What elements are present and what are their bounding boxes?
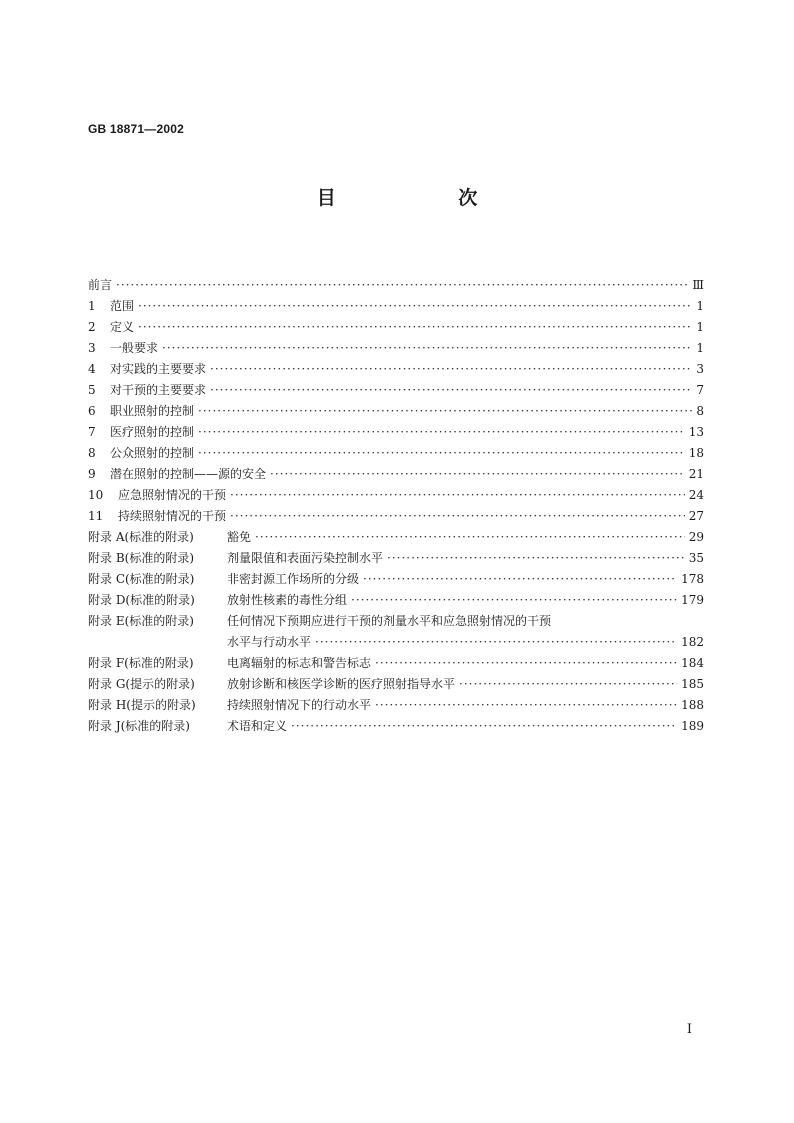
toc-page: 13 bbox=[688, 425, 704, 439]
toc-page: 35 bbox=[688, 551, 704, 565]
toc-page: 178 bbox=[681, 572, 704, 586]
dot-leader bbox=[198, 443, 685, 464]
dot-leader bbox=[255, 527, 685, 548]
toc-number: 1 bbox=[88, 299, 96, 313]
appendix-prefix: 附录 C(标准的附录) bbox=[88, 572, 195, 586]
toc-page: 18 bbox=[688, 446, 704, 460]
toc-page: 3 bbox=[696, 362, 704, 376]
toc-label: 对干预的主要要求 bbox=[110, 383, 207, 397]
toc-row-appendix[interactable] bbox=[88, 527, 704, 548]
toc-page: 8 bbox=[696, 404, 704, 418]
dot-leader bbox=[270, 464, 685, 485]
toc-row[interactable] bbox=[88, 443, 704, 464]
toc-page: 24 bbox=[688, 488, 704, 502]
appendix-prefix: 附录 H(提示的附录) bbox=[88, 698, 196, 712]
toc-label: 剂量限值和表面污染控制水平 bbox=[227, 551, 384, 565]
dot-leader bbox=[291, 716, 677, 737]
toc-page: 21 bbox=[688, 467, 704, 481]
toc-page: 179 bbox=[681, 593, 704, 607]
appendix-prefix: 附录 F(标准的附录) bbox=[88, 656, 194, 670]
toc-row[interactable] bbox=[88, 317, 704, 338]
toc-page: 189 bbox=[681, 719, 704, 733]
dot-leader bbox=[363, 569, 677, 590]
appendix-prefix: 附录 A(标准的附录) bbox=[88, 530, 194, 544]
toc-number: 2 bbox=[88, 320, 96, 334]
toc-page: 29 bbox=[688, 530, 704, 544]
toc-label: 放射性核素的毒性分组 bbox=[227, 593, 348, 607]
toc-row-appendix[interactable] bbox=[88, 653, 704, 674]
toc-label: 持续照射情况下的行动水平 bbox=[227, 698, 372, 712]
toc-number: 11 bbox=[88, 509, 104, 523]
toc-row-appendix-continued[interactable] bbox=[88, 632, 704, 653]
toc-page: Ⅲ bbox=[692, 278, 704, 292]
toc-label: 范围 bbox=[110, 299, 135, 313]
toc-page: 7 bbox=[696, 383, 704, 397]
toc-number: 6 bbox=[88, 404, 96, 418]
toc-label: 持续照射情况的干预 bbox=[118, 509, 227, 523]
dot-leader bbox=[375, 653, 677, 674]
table-of-contents bbox=[88, 275, 704, 737]
dot-leader bbox=[459, 674, 677, 695]
toc-row[interactable] bbox=[88, 380, 704, 401]
toc-row-appendix[interactable] bbox=[88, 674, 704, 695]
toc-page: 182 bbox=[681, 635, 704, 649]
toc-label: 一般要求 bbox=[110, 341, 159, 355]
toc-row[interactable] bbox=[88, 464, 704, 485]
toc-label: 职业照射的控制 bbox=[110, 404, 195, 418]
dot-leader bbox=[138, 296, 692, 317]
toc-label: 前言 bbox=[88, 278, 113, 292]
toc-page: 188 bbox=[681, 698, 704, 712]
appendix-prefix: 附录 B(标准的附录) bbox=[88, 551, 194, 565]
appendix-prefix: 附录 D(标准的附录) bbox=[88, 593, 195, 607]
toc-number: 3 bbox=[88, 341, 96, 355]
toc-label: 公众照射的控制 bbox=[110, 446, 195, 460]
toc-label: 应急照射情况的干预 bbox=[118, 488, 227, 502]
dot-leader bbox=[230, 506, 685, 527]
toc-page: 1 bbox=[696, 320, 704, 334]
toc-label: 定义 bbox=[110, 320, 135, 334]
toc-row[interactable] bbox=[88, 422, 704, 443]
toc-label-continued: 水平与行动水平 bbox=[227, 635, 312, 649]
toc-label: 非密封源工作场所的分级 bbox=[227, 572, 360, 586]
toc-row-appendix[interactable] bbox=[88, 590, 704, 611]
dot-leader bbox=[230, 485, 685, 506]
toc-row[interactable] bbox=[88, 275, 704, 296]
dot-leader bbox=[351, 590, 677, 611]
toc-row-appendix[interactable] bbox=[88, 716, 704, 737]
dot-leader bbox=[210, 359, 692, 380]
dot-leader bbox=[138, 317, 692, 338]
standard-code: GB 18871—2002 bbox=[88, 122, 184, 136]
toc-row[interactable] bbox=[88, 359, 704, 380]
toc-page: 184 bbox=[681, 656, 704, 670]
toc-row-appendix[interactable] bbox=[88, 611, 704, 632]
dot-leader bbox=[375, 695, 677, 716]
page-number: I bbox=[686, 1022, 692, 1037]
toc-page: 185 bbox=[681, 677, 704, 691]
appendix-prefix: 附录 E(标准的附录) bbox=[88, 614, 194, 628]
toc-row[interactable] bbox=[88, 401, 704, 422]
toc-label: 豁免 bbox=[227, 530, 252, 544]
toc-label: 电离辐射的标志和警告标志 bbox=[227, 656, 372, 670]
toc-row[interactable] bbox=[88, 485, 704, 506]
toc-number: 10 bbox=[88, 488, 104, 502]
toc-row-appendix[interactable] bbox=[88, 548, 704, 569]
toc-row-appendix[interactable] bbox=[88, 695, 704, 716]
toc-label: 放射诊断和核医学诊断的医疗照射指导水平 bbox=[227, 677, 456, 691]
page-title: 目 次 bbox=[316, 187, 536, 209]
dot-leader bbox=[116, 275, 688, 296]
toc-label: 潜在照射的控制——源的安全 bbox=[110, 467, 267, 481]
toc-label: 对实践的主要要求 bbox=[110, 362, 207, 376]
toc-page: 1 bbox=[696, 299, 704, 313]
dot-leader bbox=[210, 380, 692, 401]
appendix-prefix: 附录 J(标准的附录) bbox=[88, 719, 190, 733]
dot-leader bbox=[387, 548, 685, 569]
dot-leader bbox=[198, 422, 685, 443]
toc-row-appendix[interactable] bbox=[88, 569, 704, 590]
toc-number: 5 bbox=[88, 383, 96, 397]
toc-number: 8 bbox=[88, 446, 96, 460]
toc-row[interactable] bbox=[88, 506, 704, 527]
toc-number: 7 bbox=[88, 425, 96, 439]
toc-row[interactable] bbox=[88, 296, 704, 317]
toc-label: 术语和定义 bbox=[227, 719, 288, 733]
toc-label: 任何情况下预期应进行干预的剂量水平和应急照射情况的干预 bbox=[227, 614, 552, 628]
dot-leader bbox=[315, 632, 677, 653]
toc-page: 1 bbox=[696, 341, 704, 355]
toc-page: 27 bbox=[688, 509, 704, 523]
toc-number: 9 bbox=[88, 467, 96, 481]
dot-leader bbox=[162, 338, 692, 359]
toc-number: 4 bbox=[88, 362, 96, 376]
dot-leader bbox=[198, 401, 692, 422]
appendix-prefix: 附录 G(提示的附录) bbox=[88, 677, 195, 691]
toc-label: 医疗照射的控制 bbox=[110, 425, 195, 439]
toc-row[interactable] bbox=[88, 338, 704, 359]
